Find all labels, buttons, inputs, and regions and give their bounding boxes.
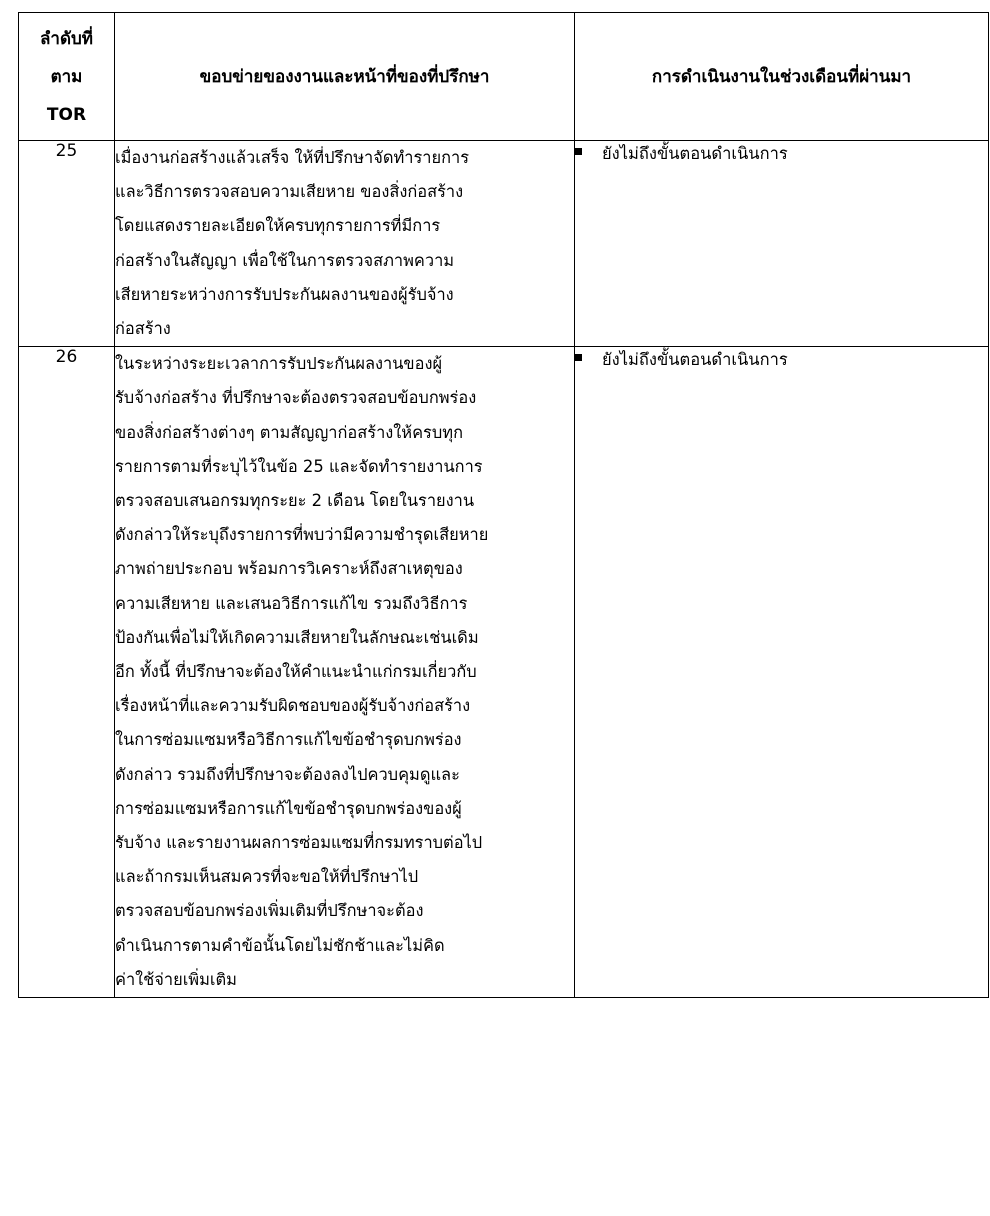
- scope-line: ค่าใช้จ่ายเพิ่มเติม: [115, 969, 237, 989]
- scope-line: ในการซ่อมแซมหรือวิธีการแก้ไขข้อชำรุดบกพร่อง: [115, 730, 462, 750]
- table-row: [19, 347, 989, 998]
- scope-line: ในระหว่างระยะเวลาการรับประกันผลงานของผู้: [115, 354, 443, 374]
- scope-line: รับจ้างก่อสร้าง ที่ปรึกษาจะต้องตรวจสอบข้อบกพร่อง: [115, 388, 477, 408]
- row-order: 25: [19, 141, 115, 347]
- table-header-row: [19, 13, 989, 141]
- scope-line: รายการตามที่ระบุไว้ในข้อ 25 และจัดทำรายงานการ: [115, 456, 483, 476]
- row-scope: [115, 141, 575, 347]
- scope-line: ดังกล่าว รวมถึงที่ปรึกษาจะต้องลงไปควบคุมดูและ: [115, 764, 460, 784]
- row-progress: [575, 141, 989, 347]
- row-order: 26: [19, 347, 115, 998]
- square-bullet-icon: [575, 354, 582, 361]
- table-row: [19, 141, 989, 347]
- scope-line: และถ้ากรมเห็นสมควรที่จะขอให้ที่ปรึกษาไป: [115, 867, 419, 887]
- row-scope: [115, 347, 575, 998]
- scope-line: ป้องกันเพื่อไม่ให้เกิดความเสียหายในลักษณะเช่นเดิม: [115, 627, 479, 647]
- progress-text: ยังไม่ถึงขั้นตอนดำเนินการ: [602, 144, 788, 163]
- scope-line: และวิธีการตรวจสอบความเสียหาย ของสิ่งก่อสร้าง: [115, 182, 464, 202]
- scope-line: ก่อสร้าง: [115, 319, 171, 339]
- tor-progress-table: [18, 12, 989, 998]
- progress-item: [575, 347, 988, 373]
- scope-line: ตรวจสอบข้อบกพร่องเพิ่มเติมที่ปรึกษาจะต้อง: [115, 901, 424, 921]
- scope-line: ของสิ่งก่อสร้างต่างๆ ตามสัญญาก่อสร้างให้ครบทุก: [115, 422, 463, 442]
- header-order-line: TOR: [46, 104, 87, 125]
- progress-item: [575, 141, 988, 167]
- square-bullet-icon: [575, 148, 582, 155]
- progress-text: ยังไม่ถึงขั้นตอนดำเนินการ: [602, 350, 788, 370]
- header-order-line: ลำดับที่: [39, 28, 93, 49]
- scope-line: ความเสียหาย และเสนอวิธีการแก้ไข รวมถึงวิธีการ: [115, 593, 468, 613]
- scope-line: เมื่องานก่อสร้างแล้วเสร็จ ให้ที่ปรึกษาจัดทำรายการ: [115, 148, 470, 167]
- header-order-line: ตาม: [50, 66, 83, 87]
- row-progress: [575, 347, 989, 998]
- scope-line: ดำเนินการตามคำข้อนั้นโดยไม่ชักช้าและไม่คิด: [115, 935, 445, 955]
- scope-line: ดังกล่าวให้ระบุถึงรายการที่พบว่ามีความชำรุดเสียหาย: [115, 525, 489, 545]
- scope-line: การซ่อมแซมหรือการแก้ไขข้อชำรุดบกพร่องของผู้: [115, 798, 462, 818]
- header-order: [19, 13, 115, 141]
- scope-line: เรื่องหน้าที่และความรับผิดชอบของผู้รับจ้างก่อสร้าง: [115, 696, 471, 716]
- scope-line: เสียหายระหว่างการรับประกันผลงานของผู้รับจ้าง: [115, 284, 454, 304]
- scope-line: ตรวจสอบเสนอกรมทุกระยะ 2 เดือน โดยในรายงาน: [115, 491, 475, 511]
- scope-line: ก่อสร้างในสัญญา เพื่อใช้ในการตรวจสภาพความ: [115, 250, 455, 270]
- scope-line: ภาพถ่ายประกอบ พร้อมการวิเคราะห์ถึงสาเหตุของ: [115, 559, 463, 579]
- scope-line: รับจ้าง และรายงานผลการซ่อมแซมที่กรมทราบต่อไป: [115, 833, 483, 853]
- scope-line: โดยแสดงรายละเอียดให้ครบทุกรายการที่มีการ: [115, 216, 441, 236]
- scope-line: อีก ทั้งนี้ ที่ปรึกษาจะต้องให้คำแนะนำแก่กรมเกี่ยวกับ: [115, 662, 477, 682]
- header-scope: ขอบข่ายของงานและหน้าที่ของที่ปรึกษา: [115, 13, 575, 141]
- header-progress: การดำเนินงานในช่วงเดือนที่ผ่านมา: [575, 13, 989, 141]
